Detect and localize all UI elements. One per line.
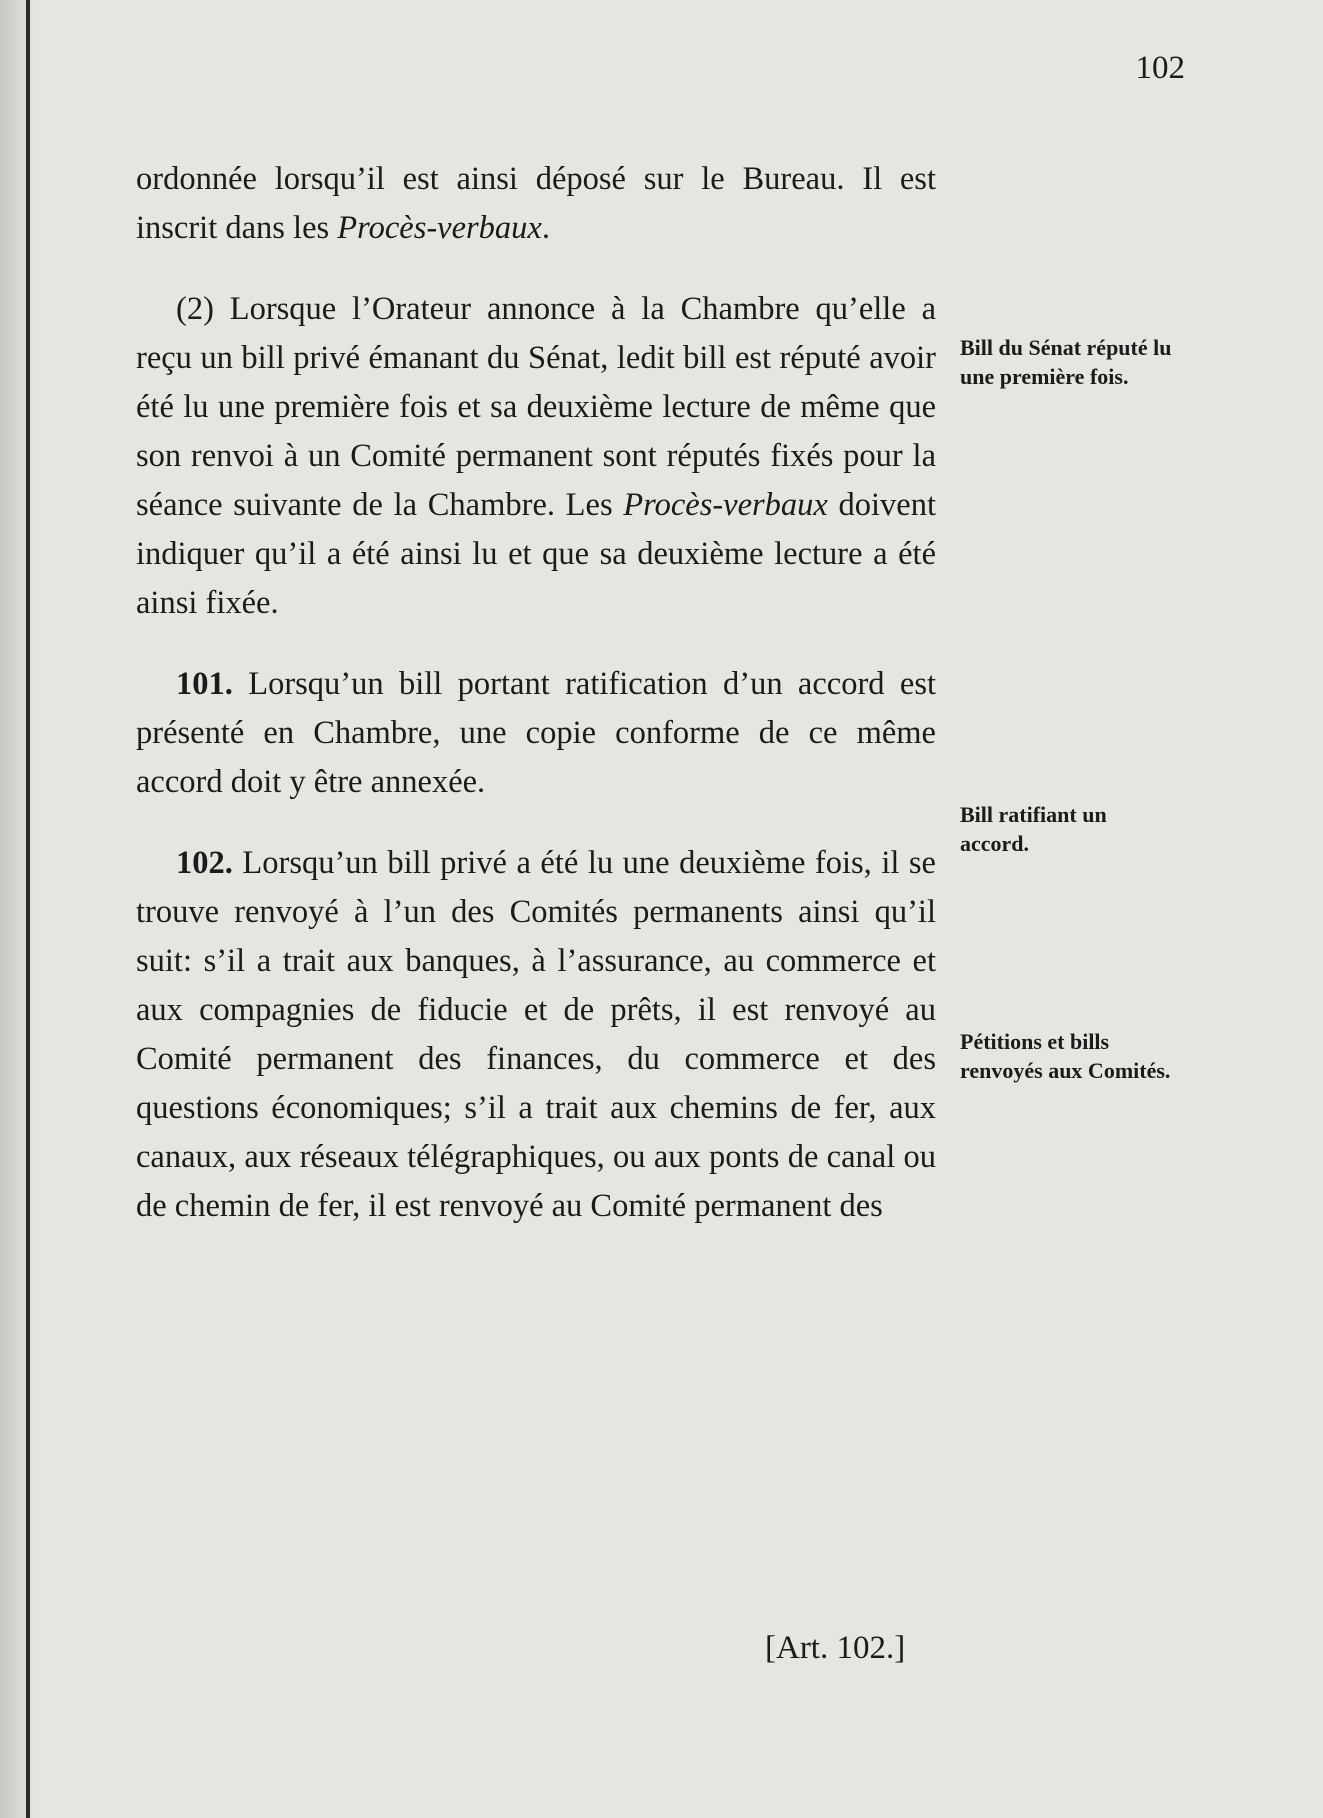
body-text xyxy=(136,155,936,1263)
paragraph-text: ordonnée lorsqu’il est ainsi déposé sur le Bureau. Il est inscrit dans les xyxy=(136,161,936,246)
italic-term: Procès-verbaux xyxy=(337,210,542,246)
paragraph-text: doivent indiquer qu’il a été ainsi lu et que sa deuxième lecture a été ainsi fixée. xyxy=(136,487,937,621)
paragraph-continuation xyxy=(136,155,936,253)
italic-term: Procès-verbaux xyxy=(623,487,828,523)
margin-note-petitions: Pétitions et bills renvoyés aux Comités. xyxy=(960,1029,1171,1083)
paragraph-text: Lorsqu’un bill privé a été lu une deuxième fois, il se trouve renvoyé à l’un des Comités permanents ainsi qu’il suit: s’il a trait aux banques, à l’assurance, au commerce et aux compagnies de fiducie et de prêts, il est renvoyé au Comité permanent des finances, du commerce et des questions économiques; s’il a trait aux chemins de fer, aux canaux, aux réseaux télégraphiques, ou aux ponts de canal ou de chemin de fer, il est renvoyé au Comité permanent des xyxy=(136,845,936,1224)
paragraph-text: Lorsqu’un bill portant ratification d’un accord est présenté en Chambre, une copie conforme de ce même accord doit y être annexée. xyxy=(136,666,936,800)
page-number: 102 xyxy=(1135,50,1185,86)
margin-note-ratification: Bill ratifiant un accord. xyxy=(960,802,1107,856)
margin-note-senate-bill: Bill du Sénat réputé lu une première fois. xyxy=(960,335,1172,389)
article-number: 102. xyxy=(176,845,233,881)
footer-article-reference: [Art. 102.] xyxy=(765,1630,906,1666)
paragraph-article-102 xyxy=(136,839,936,1231)
paragraph-subsection-2 xyxy=(136,285,936,628)
paragraph-text: . xyxy=(541,210,550,246)
paragraph-article-101 xyxy=(136,660,936,807)
binding-line xyxy=(26,0,30,1818)
paragraph-text: (2) Lorsque l’Orateur annonce à la Chambre qu’elle a reçu un bill privé émanant du Sénat, ledit bill est réputé avoir été lu une première fois et sa deuxième lecture de même que son renvoi à un Comité permanent sont réputés fixés pour la séance suivante de la Chambre. Les xyxy=(136,291,936,523)
article-number: 101. xyxy=(176,666,233,702)
